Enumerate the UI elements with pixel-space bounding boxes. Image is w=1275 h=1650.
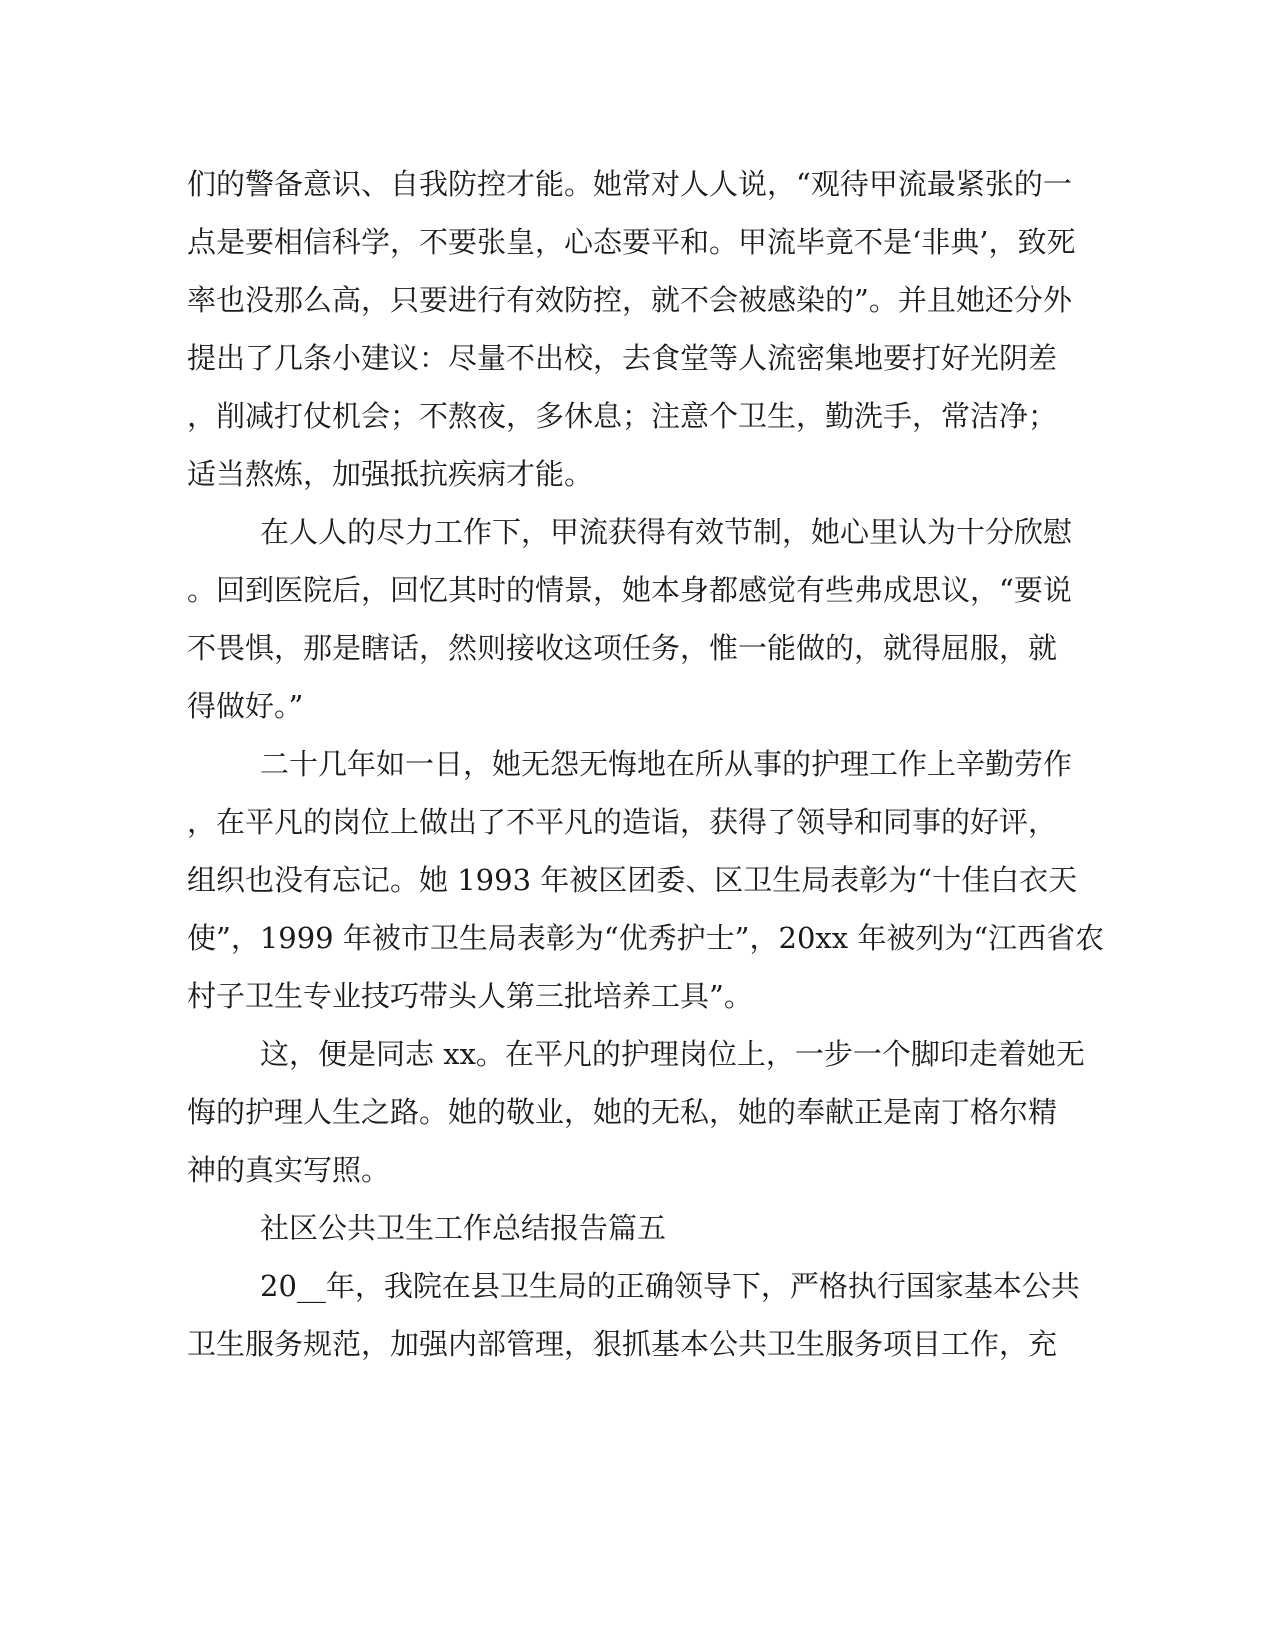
section-heading: 社区公共卫生工作总结报告篇五 [260,1211,667,1245]
text-line: 卫生服务规范，加强内部管理，狠抓基本公共卫生服务项目工作，充 [187,1327,1058,1361]
text-line: 二十几年如一日，她无怨无悔地在所从事的护理工作上辛勤劳作 [260,747,1073,781]
text-line: 不畏惧，那是瞎话，然则接收这项任务，惟一能做的，就得屈服，就 [187,631,1058,665]
text-line: 神的真实写照。 [187,1153,391,1187]
text-line: 得做好。” [187,689,304,723]
text-line: 在人人的尽力工作下，甲流获得有效节制，她心里认为十分欣慰 [260,515,1073,549]
text-line: ，削减打仗机会；不熬夜，多休息；注意个卫生，勤洗手，常洁净； [187,399,1058,433]
text-line: 悔的护理人生之路。她的敬业，她的无私，她的奉献正是南丁格尔精 [187,1095,1058,1129]
text-line: 点是要相信科学，不要张皇，心态要平和。甲流毕竟不是‘非典’，致死 [187,225,1076,259]
text-line: 这，便是同志 xx。在平凡的护理岗位上，一步一个脚印走着她无 [260,1037,1085,1071]
text-line: 组织也没有忘记。她 1993 年被区团委、区卫生局表彰为“十佳白衣天 [187,863,1078,897]
text-line: 村子卫生专业技巧带头人第三批培养工具”。 [187,979,753,1013]
text-line: ，在平凡的岗位上做出了不平凡的造诣，获得了领导和同事的好评， [187,805,1058,839]
text-line: 率也没那么高，只要进行有效防控，就不会被感染的”。并且她还分外 [187,283,1072,317]
text-line: 们的警备意识、自我防控才能。她常对人人说，“观待甲流最紧张的一 [187,167,1072,201]
text-line: 使”，1999 年被市卫生局表彰为“优秀护士”，20xx 年被列为“江西省农 [187,921,1105,955]
text-line: 适当熬炼，加强抵抗疾病才能。 [187,457,594,491]
text-line: 提出了几条小建议：尽量不出校，去食堂等人流密集地要打好光阴差 [187,341,1058,375]
text-line: 20__年，我院在县卫生局的正确领导下，严格执行国家基本公共 [260,1269,1080,1303]
text-line: 。回到医院后，回忆其时的情景，她本身都感觉有些弗成思议，“要说 [187,573,1072,607]
